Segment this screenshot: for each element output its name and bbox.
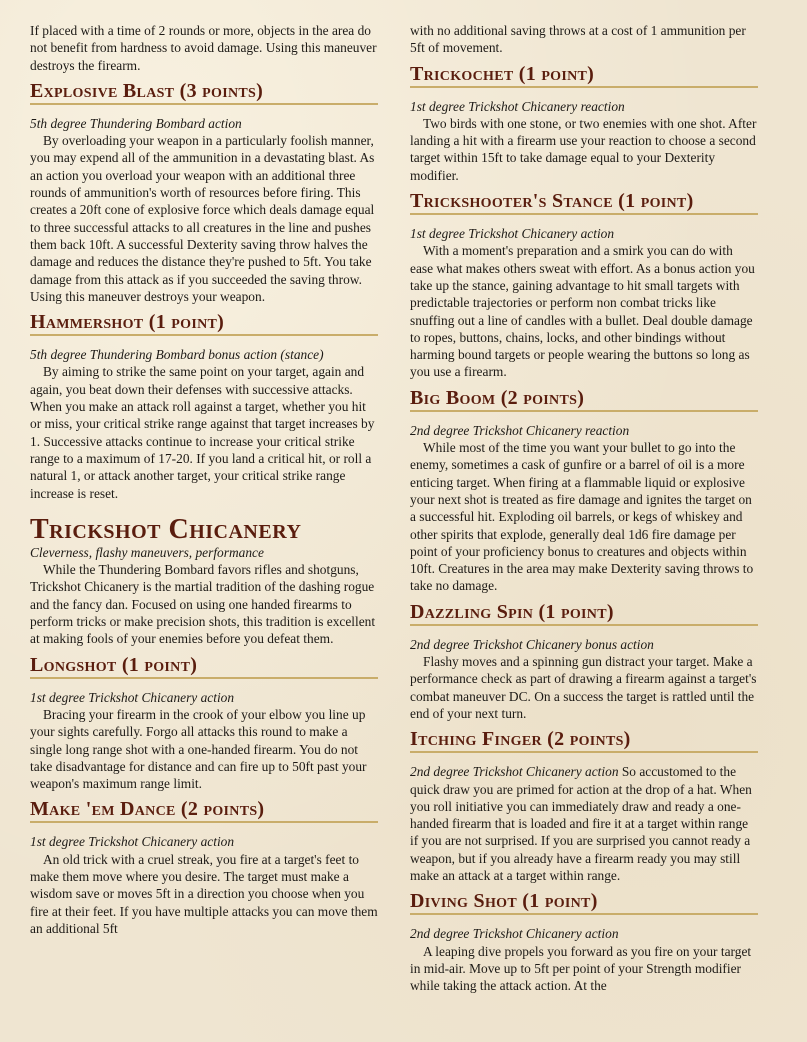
big-boom-subtitle: 2nd degree Trickshot Chicanery reaction [410, 422, 630, 438]
dazzling-spin-heading: Dazzling Spin (1 point) [410, 601, 758, 626]
itching-finger-body: So accustomed to the quick draw you are primed for action at the drop of a hat. When you roll initiative you can immediately draw and ready a one-handed firearm that is loaded and fire it at a target within range if you are not surprised. If you are surprised you cannot ready a weapon, but if you already have a firearm ready you may still make an attack at a target within range. [410, 764, 752, 883]
hammershot-subtitle: 5th degree Thundering Bombard bonus action (stance) [30, 347, 324, 363]
big-boom-heading: Big Boom (2 points) [410, 387, 758, 412]
trickshot-chicanery-subtitle: Cleverness, flashy maneuvers, performance [30, 544, 264, 560]
itching-finger-subtitle: 2nd degree Trickshot Chicanery action [410, 764, 619, 780]
trickshot-chicanery-body: While the Thundering Bombard favors rifles and shotguns, Trickshot Chicanery is the martial tradition of the dashing rogue and the fancy dan. Focused on using one handed firearms to perform tricks or make precision shots, this tradition is excellent at making fools of your enemies before you defeat them. [30, 562, 376, 647]
trickshooters-stance-heading: Trickshooter's Stance (1 point) [410, 190, 758, 215]
right-continuation: with no additional saving throws at a cost of 1 ammunition per 5ft of movement. [410, 23, 746, 56]
big-boom-body: While most of the time you want your bullet to go into the enemy, sometimes a cask of gunfire or a barrel of oil is a more enticing target. When firing at a flammable liquid or explosive your next shot is treated as fire damage and ignites the target on a successful hit. Exploding oil barrels, or kegs of whiskey and other spirits that explode, generally deal 1d6 fire damage per point of your proficiency bonus to creatures and objects within 10ft. Creatures in the area may make Dexterity saving throws to take no damage. [410, 440, 754, 594]
make-em-dance-body: An old trick with a cruel streak, you fire at a target's feet to make them move where you desire. The target must make a wisdom save or moves 5ft in a direction you choose when you fire at their feet. If you have multiple attacks you can move them an additional 5ft [30, 851, 378, 936]
explosive-blast-body: By overloading your weapon in a particularly foolish manner, you may expend all of the ammunition in a devastating blast. As an action you overload your weapon with an additional three rounds of ammunition's worth of resources before firing. This creates a 20ft cone of explosive force which deals damage equal to three successful attacks to all creatures in the line and pushes them back 10ft. A successful Dexterity saving throw halves the damage and reduces the distance they're pushed to 5ft. You take damage from this attack as if you succeeded the saving throw. Using this maneuver destroys your weapon. [30, 133, 375, 304]
itching-finger-paragraph [410, 763, 758, 884]
trickochet-heading: Trickochet (1 point) [410, 63, 758, 88]
longshot-heading: Longshot (1 point) [30, 654, 378, 679]
hammershot-body: By aiming to strike the same point on your target, again and again, you beat down their defenses with successive attacks. When you make an attack roll against a target, whether you hit or miss, your critical strike range against that target increases by 1. Successive attacks continue to increase your critical strike range to a maximum of 17-20. If you land a critical hit, or roll a natural 1, or attack another target, your critical strike range increase is reset. [30, 364, 375, 501]
trickshooters-stance-subtitle: 1st degree Trickshot Chicanery action [410, 226, 615, 242]
make-em-dance-subtitle: 1st degree Trickshot Chicanery action [30, 834, 235, 850]
longshot-body: Bracing your firearm in the crook of your elbow you line up your sights carefully. Forgo all attacks this round to make a single long range shot with a one-handed firearm. You do not take disadvantage for distance and can fire up to 50ft past your weapon's maximum range limit. [30, 706, 367, 792]
diving-shot-heading: Diving Shot (1 point) [410, 890, 758, 915]
left-column [30, 22, 378, 937]
explosive-blast-heading: Explosive Blast (3 points) [30, 80, 378, 105]
make-em-dance-heading: Make 'em Dance (2 points) [30, 798, 378, 823]
diving-shot-subtitle: 2nd degree Trickshot Chicanery action [410, 926, 619, 942]
trickshot-chicanery-heading: Trickshot Chicanery [30, 513, 302, 545]
dazzling-spin-subtitle: 2nd degree Trickshot Chicanery bonus action [410, 636, 654, 652]
diving-shot-body: A leaping dive propels you forward as you fire on your target in mid-air. Move up to 5ft per point of your Strength modifier while taking the attack action. At the [410, 943, 752, 994]
trickochet-body: Two birds with one stone, or two enemies with one shot. After landing a hit with a firearm use your reaction to choose a second target within 15ft to take damage equal to your Dexterity modifier. [410, 115, 757, 183]
hammershot-heading: Hammershot (1 point) [30, 311, 378, 336]
longshot-subtitle: 1st degree Trickshot Chicanery action [30, 689, 235, 705]
explosive-blast-subtitle: 5th degree Thundering Bombard action [30, 115, 242, 131]
dazzling-spin-body: Flashy moves and a spinning gun distract your target. Make a performance check as part of drawing a firearm against a target's combat maneuver DC. On a success the target is rattled until the end of your next turn. [410, 654, 757, 721]
right-column [410, 22, 758, 994]
intro-continuation: If placed with a time of 2 rounds or more, objects in the area do not benefit from hardness to avoid damage. Using this maneuver destroys the firearm. [30, 23, 377, 73]
itching-finger-heading: Itching Finger (2 points) [410, 728, 758, 753]
trickshooters-stance-body: With a moment's preparation and a smirk you can do with ease what makes others sweat with effort. As a bonus action you take up the stance, gaining advantage to hit small targets with predictable trajectories or perform non combat tricks like snuffing out a line of candles with a bullet. Deal double damage to ropes, buttons, chains, locks, and other bindings without harming bound targets or people wearing the buttons so long as you use a firearm. [410, 243, 755, 380]
trickochet-subtitle: 1st degree Trickshot Chicanery reaction [410, 98, 625, 114]
